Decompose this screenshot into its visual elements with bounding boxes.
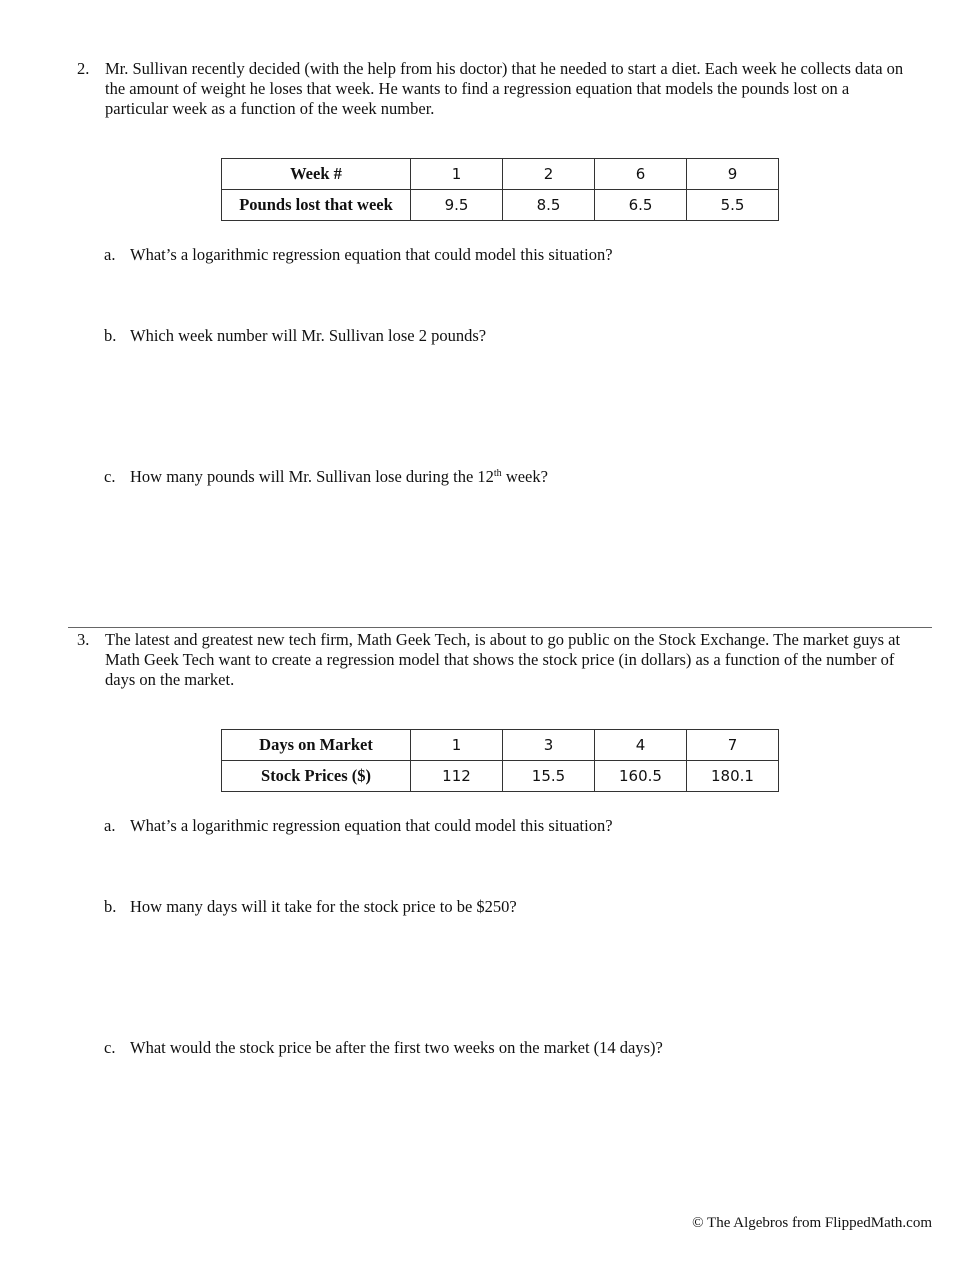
problem-2-question-b [104, 326, 486, 346]
question-text: What would the stock price be after the first two weeks on the market (14 days)? [130, 1038, 663, 1057]
problem-3-number: 3. [77, 630, 90, 649]
question-text: What’s a logarithmic regression equation that could model this situation? [130, 245, 613, 264]
table-cell: 5.5 [687, 190, 779, 221]
problem-2-question-c [104, 467, 548, 487]
table-cell: 1 [411, 159, 503, 190]
table-cell: 15.5 [503, 761, 595, 792]
ordinal-superscript: th [493, 468, 502, 479]
table-header-cell: Stock Prices ($) [222, 761, 411, 792]
table-header-cell: Days on Market [222, 730, 411, 761]
table-row [222, 761, 779, 792]
problem-2-table [221, 158, 779, 221]
problem-3-question-c [104, 1038, 663, 1058]
table-cell: 1 [411, 730, 503, 761]
table-cell: 4 [595, 730, 687, 761]
table-cell: 9.5 [411, 190, 503, 221]
question-letter: c. [104, 1038, 116, 1057]
table-cell: 7 [687, 730, 779, 761]
section-divider [68, 627, 932, 628]
problem-2-text: Mr. Sullivan recently decided (with the help from his doctor) that he needed to start a diet. Each week he collects data on the amount of weight he loses that week. He wants to find a regression equation that models the pounds lost on a particular week as a function of the week number. [105, 59, 904, 118]
table-header-cell: Pounds lost that week [222, 190, 411, 221]
table-cell: 160.5 [595, 761, 687, 792]
question-letter: c. [104, 467, 116, 486]
table-cell: 180.1 [687, 761, 779, 792]
question-letter: a. [104, 816, 116, 835]
question-text: How many days will it take for the stock price to be $250? [130, 897, 517, 916]
problem-3-text: The latest and greatest new tech firm, Math Geek Tech, is about to go public on the Stock Exchange. The market guys at Math Geek Tech want to create a regression model that shows the stock price (in dollars) as a function of the number of days on the market. [105, 630, 901, 689]
problem-2-question-a [104, 245, 613, 265]
table-cell: 2 [503, 159, 595, 190]
question-letter: b. [104, 326, 117, 345]
problem-3-question-a [104, 816, 613, 836]
question-letter: a. [104, 245, 116, 264]
table-cell: 3 [503, 730, 595, 761]
table-row [222, 190, 779, 221]
problem-3-question-b [104, 897, 517, 917]
table-cell: 8.5 [503, 190, 595, 221]
copyright-footer: © The Algebros from FlippedMath.com [692, 1215, 932, 1231]
table-cell: 9 [687, 159, 779, 190]
question-text-end: week? [501, 467, 548, 486]
table-cell: 6 [595, 159, 687, 190]
table-row [222, 159, 779, 190]
question-text: What’s a logarithmic regression equation that could model this situation? [130, 816, 613, 835]
table-header-cell: Week # [222, 159, 411, 190]
problem-3-table [221, 729, 779, 792]
table-cell: 6.5 [595, 190, 687, 221]
table-cell: 112 [411, 761, 503, 792]
table-row [222, 730, 779, 761]
problem-2-number: 2. [77, 59, 90, 78]
question-text: Which week number will Mr. Sullivan lose 2 pounds? [130, 326, 487, 345]
question-letter: b. [104, 897, 117, 916]
question-text: How many pounds will Mr. Sullivan lose during the 12 [130, 467, 494, 486]
